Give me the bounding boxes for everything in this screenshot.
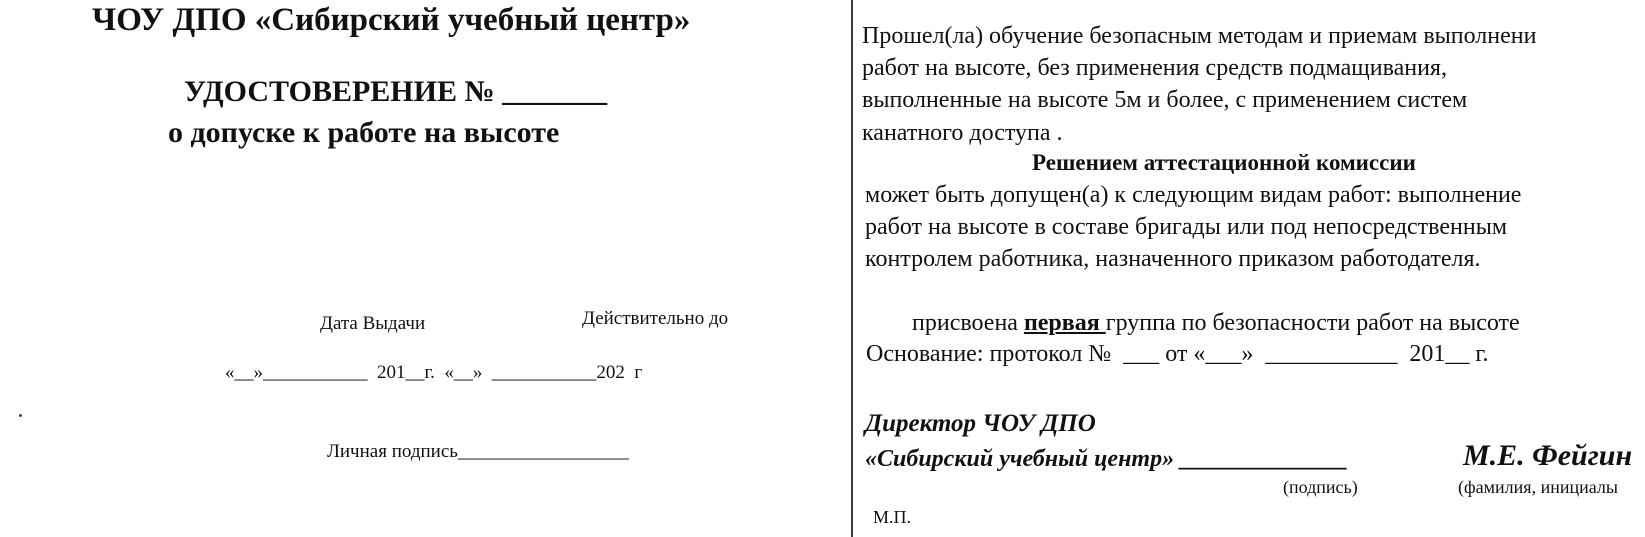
training-text-line: выполненные на высоте 5м и более, с применением систем bbox=[862, 87, 1468, 113]
safety-group-line bbox=[912, 310, 1520, 337]
scan-speck bbox=[19, 414, 22, 417]
stamp-place-label: М.П. bbox=[873, 507, 912, 527]
certificate-subject-heading: о допуске к работе на высоте bbox=[168, 116, 560, 149]
training-text-line: работ на высоте, без применения средств подмащивания, bbox=[862, 55, 1447, 81]
safety-group-suffix: группа по безопасности работ на высоте bbox=[1105, 310, 1520, 336]
dates-row: «__»___________ 201__г. «__» ___________202 г bbox=[225, 362, 643, 383]
signature-caption: (подпись) bbox=[1283, 477, 1358, 497]
safety-group-prefix: присвоена bbox=[912, 310, 1024, 336]
permission-text-line: контролем работника, назначенного приказом работодателя. bbox=[865, 246, 1481, 272]
valid-until-label: Действительно до bbox=[582, 308, 729, 329]
name-caption: (фамилия, инициалы bbox=[1458, 477, 1618, 497]
director-title-line: Директор ЧОУ ДПО bbox=[865, 410, 1096, 437]
issue-date-label: Дата Выдачи bbox=[320, 313, 426, 334]
permission-text-line: работ на высоте в составе бригады или под непосредственным bbox=[865, 214, 1508, 240]
organization-title: ЧОУ ДПО «Сибирский учебный центр» bbox=[92, 2, 691, 38]
training-text-line: Прошел(ла) обучение безопасным методам и приемам выполнени bbox=[862, 23, 1537, 49]
basis-protocol-line: Основание: протокол № ___ от «___» ___________ 201__ г. bbox=[866, 341, 1489, 367]
permission-text-line: может быть допущен(а) к следующим видам работ: выполнение bbox=[865, 182, 1522, 208]
page-fold-divider bbox=[851, 0, 853, 537]
commission-heading: Решением аттестационной комиссии bbox=[1032, 150, 1416, 175]
training-text-line: канатного доступа . bbox=[862, 120, 1063, 146]
director-name: М.Е. Фейгин bbox=[1463, 439, 1633, 472]
director-org-signature-line: «Сибирский учебный центр» ______________ bbox=[865, 446, 1349, 472]
personal-signature-line: Личная подпись__________________ bbox=[327, 441, 629, 462]
certificate-number-heading: УДОСТОВЕРЕНИЕ № _______ bbox=[184, 75, 608, 108]
safety-group-value: первая bbox=[1023, 310, 1106, 336]
